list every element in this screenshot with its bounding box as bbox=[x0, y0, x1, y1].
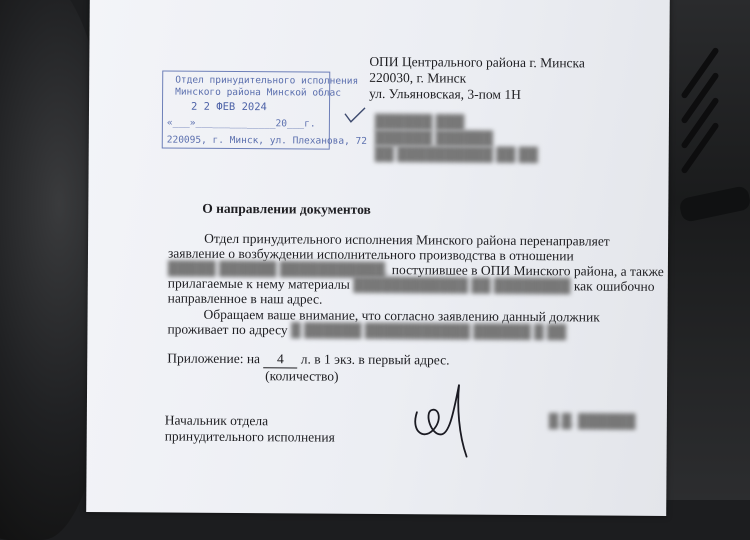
checkmark-icon bbox=[343, 106, 367, 126]
body-line: проживает по адресу █ ██████ ███████████ ██████ █ ██ bbox=[167, 321, 567, 340]
redacted-signatory-name: █.█. ██████ bbox=[548, 413, 636, 429]
stamp-address: 220095, г. Минск, ул. Плеханова, 72 bbox=[166, 134, 368, 147]
recipient-line: ул. Ульяновская, 3-пом 1Н bbox=[369, 85, 521, 102]
redacted-address: █ ██████ ███████████ ██████ █ ██ bbox=[291, 322, 567, 340]
body-line: █████ ██████ ███████████, поступившее в ОПИ Минского района, а также bbox=[167, 260, 664, 279]
body-line: направленное в наш адрес. bbox=[167, 290, 323, 307]
stamp-line: Минского района Минской облас bbox=[175, 86, 342, 99]
redacted-block: ██████ ███ bbox=[374, 113, 465, 130]
body-line: заявление о возбуждении исполнительного производства в отношении bbox=[167, 245, 574, 264]
vent-slat bbox=[680, 122, 719, 175]
document-sheet bbox=[86, 0, 670, 516]
recipient-line: ОПИ Центрального района г. Минска bbox=[369, 53, 585, 71]
redacted-block: ██ ██████████ ██ ██ bbox=[374, 145, 538, 163]
stamp-number-line: «___»______________20___г. bbox=[166, 117, 316, 130]
attachment-count: 4 bbox=[263, 351, 297, 368]
subject-heading: О направлении документов bbox=[202, 200, 371, 217]
signatory-title: принудительного исполнения bbox=[164, 428, 335, 445]
body-line: Обращаем ваше внимание, что согласно заявлению данный должник bbox=[203, 306, 600, 325]
signature-icon bbox=[409, 376, 480, 466]
body-line: прилагаемые к нему материалы ████████████ ██ ████████ как ошибочно bbox=[167, 275, 655, 294]
incoming-stamp bbox=[162, 70, 368, 149]
attachment-note: (количество) bbox=[265, 368, 339, 384]
redacted-block: ██████ ██████ bbox=[374, 129, 494, 146]
body-line: Отдел принудительного исполнения Минского района перенаправляет bbox=[204, 230, 610, 249]
redacted-name: █████ ██████ ███████████, bbox=[167, 260, 389, 278]
stamp-date: 2 2 ФЕВ 2024 bbox=[190, 100, 267, 114]
stamp-line: Отдел принудительного исполнения bbox=[175, 74, 359, 87]
attachment-line: Приложение: на 4 л. в 1 экз. в первый адрес. bbox=[167, 350, 450, 368]
redacted-reference: ████████████ ██ ████████ bbox=[353, 276, 571, 294]
recipient-line: 220030, г. Минск bbox=[369, 69, 467, 86]
signatory-title: Начальник отдела bbox=[164, 412, 269, 429]
